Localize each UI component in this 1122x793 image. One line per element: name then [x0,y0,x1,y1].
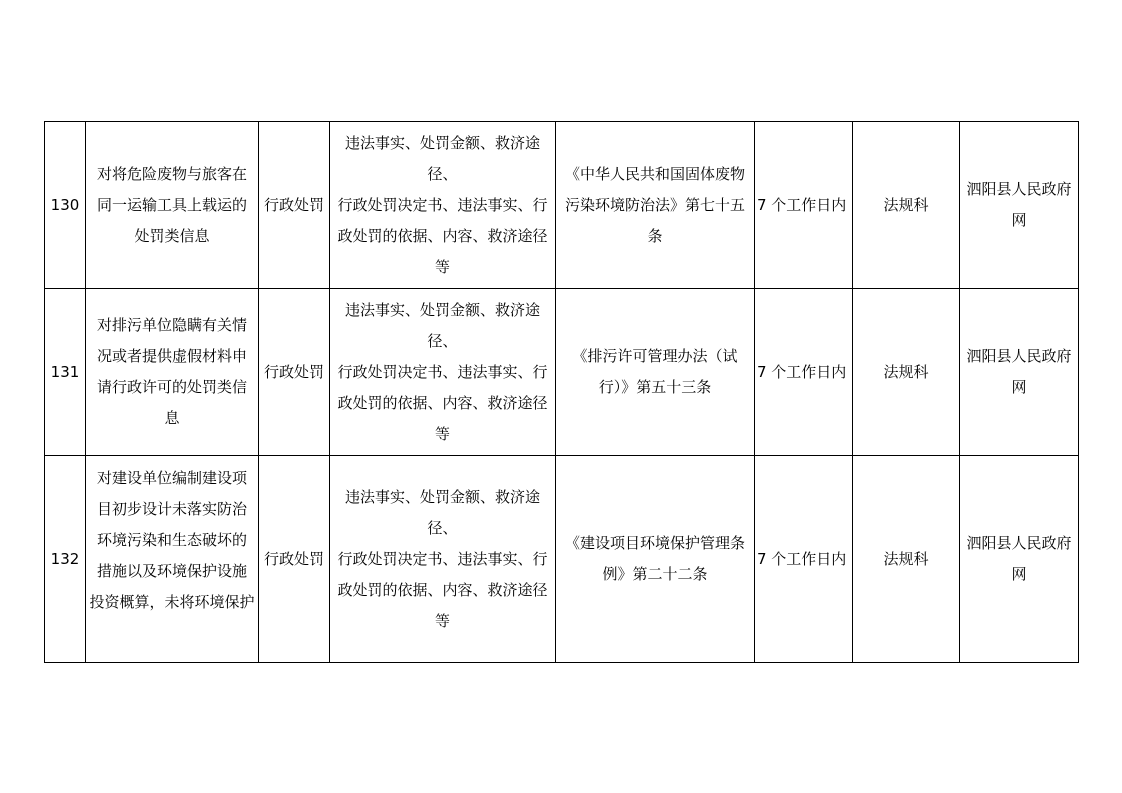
table-row [45,122,1079,289]
department-cell: 法规科 [853,122,960,289]
row-number-cell: 132 [45,456,86,663]
deadline-cell: 7 个工作日内 [755,289,853,456]
table-row [45,289,1079,456]
channel-cell: 泗阳县人民政府 网 [960,289,1079,456]
basis-cell: 《建设项目环境保护管理条 例》第二十二条 [556,456,755,663]
row-number-cell: 130 [45,122,86,289]
deadline-cell: 7 个工作日内 [755,122,853,289]
channel-cell: 泗阳县人民政府 网 [960,456,1079,663]
department-cell: 法规科 [853,456,960,663]
content-cell: 违法事实、处罚金额、救济途径、 行政处罚决定书、违法事实、行 政处罚的依据、内容、救济途径 等 [330,289,556,456]
department-cell: 法规科 [853,289,960,456]
row-number-cell: 131 [45,289,86,456]
item-name-cell: 对排污单位隐瞒有关情 况或者提供虚假材料申 请行政许可的处罚类信 息 [86,289,259,456]
category-cell: 行政处罚 [259,456,330,663]
category-cell: 行政处罚 [259,122,330,289]
content-cell: 违法事实、处罚金额、救济途径、 行政处罚决定书、违法事实、行 政处罚的依据、内容、救济途径 等 [330,456,556,663]
deadline-cell: 7 个工作日内 [755,456,853,663]
basis-cell: 《排污许可管理办法（试 行）》第五十三条 [556,289,755,456]
content-cell: 违法事实、处罚金额、救济途径、 行政处罚决定书、违法事实、行 政处罚的依据、内容、救济途径 等 [330,122,556,289]
channel-cell: 泗阳县人民政府 网 [960,122,1079,289]
item-name-cell: 对建设单位编制建设项 目初步设计未落实防治 环境污染和生态破坏的 措施以及环境保护设施 投资概算，未将环境保护 [86,456,259,663]
category-cell: 行政处罚 [259,289,330,456]
item-name-cell: 对将危险废物与旅客在 同一运输工具上载运的 处罚类信息 [86,122,259,289]
disclosure-table [44,121,1079,663]
table-row [45,456,1079,663]
basis-cell: 《中华人民共和国固体废物 污染环境防治法》第七十五 条 [556,122,755,289]
